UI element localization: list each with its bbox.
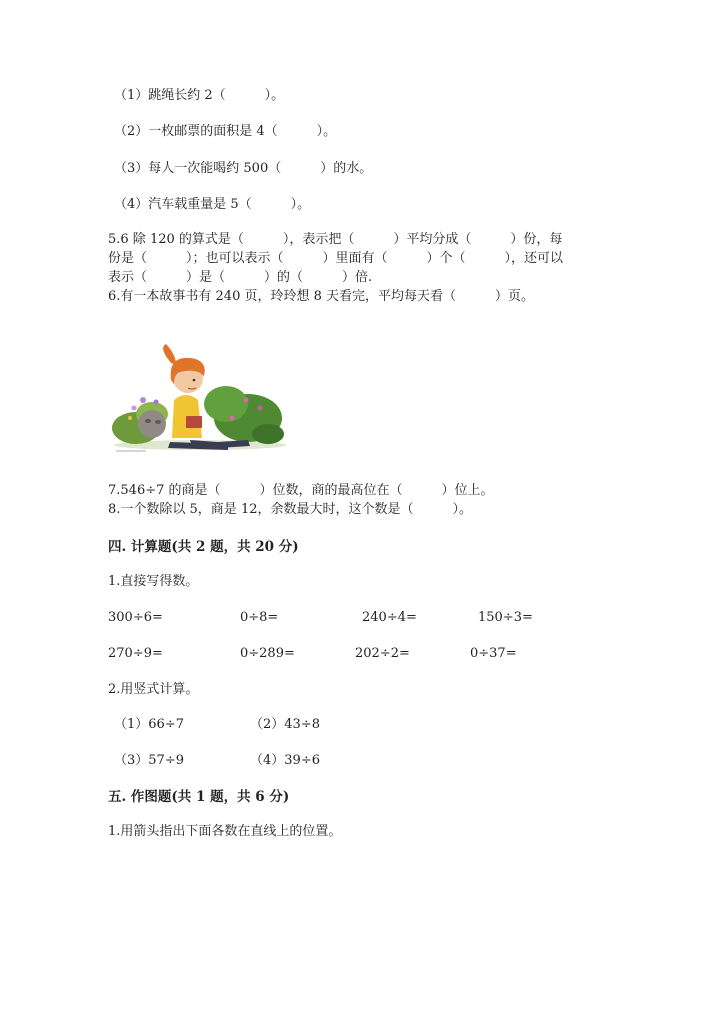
fill-item-3: （3）每人一次能喝约 500（ ）的水。 xyxy=(114,161,373,176)
fill-item-2: （2）一枚邮票的面积是 4（ ）。 xyxy=(114,124,337,139)
section-5-title: 五. 作图题(共 1 题，共 6 分) xyxy=(108,789,290,805)
calc-item: 300÷6= xyxy=(108,610,163,625)
vertical-calc-item: （4）39÷6 xyxy=(250,753,320,768)
question-5-line-2: 份是（ ）；也可以表示（ ）里面有（ ）个（ ），还可以 xyxy=(108,251,564,266)
section-4-title: 四. 计算题(共 2 题，共 20 分) xyxy=(108,539,299,555)
calc-item: 202÷2= xyxy=(355,646,410,661)
section-4-sub-1: 1.直接写得数。 xyxy=(108,574,199,589)
calc-item: 0÷37= xyxy=(470,646,517,661)
question-8: 8.一个数除以 5，商是 12，余数最大时，这个数是（ ）。 xyxy=(108,502,472,517)
calc-item: 150÷3= xyxy=(478,610,533,625)
calc-item: 0÷8= xyxy=(240,610,279,625)
question-5-line-3: 表示（ ）是（ ）的（ ）倍. xyxy=(108,270,373,285)
calc-item: 0÷289= xyxy=(240,646,295,661)
vertical-calc-item: （2）43÷8 xyxy=(250,717,320,732)
girl-reading-illustration xyxy=(108,342,288,460)
question-6: 6.有一本故事书有 240 页，玲玲想 8 天看完，平均每天看（ ）页。 xyxy=(108,289,535,304)
question-7: 7.546÷7 的商是（ ）位数，商的最高位在（ ）位上。 xyxy=(108,483,494,498)
question-5-line-1: 5.6 除 120 的算式是（ ），表示把（ ）平均分成（ ）份，每 xyxy=(108,232,563,247)
section-4-sub-2: 2.用竖式计算。 xyxy=(108,682,199,697)
calc-item: 240÷4= xyxy=(362,610,417,625)
section-5-sub-1: 1.用箭头指出下面各数在直线上的位置。 xyxy=(108,824,342,839)
fill-item-1: （1）跳绳长约 2（ ）。 xyxy=(114,88,285,103)
vertical-calc-item: （3）57÷9 xyxy=(114,753,184,768)
vertical-calc-item: （1）66÷7 xyxy=(114,717,184,732)
calc-item: 270÷9= xyxy=(108,646,163,661)
fill-item-4: （4）汽车载重量是 5（ ）。 xyxy=(114,197,311,212)
